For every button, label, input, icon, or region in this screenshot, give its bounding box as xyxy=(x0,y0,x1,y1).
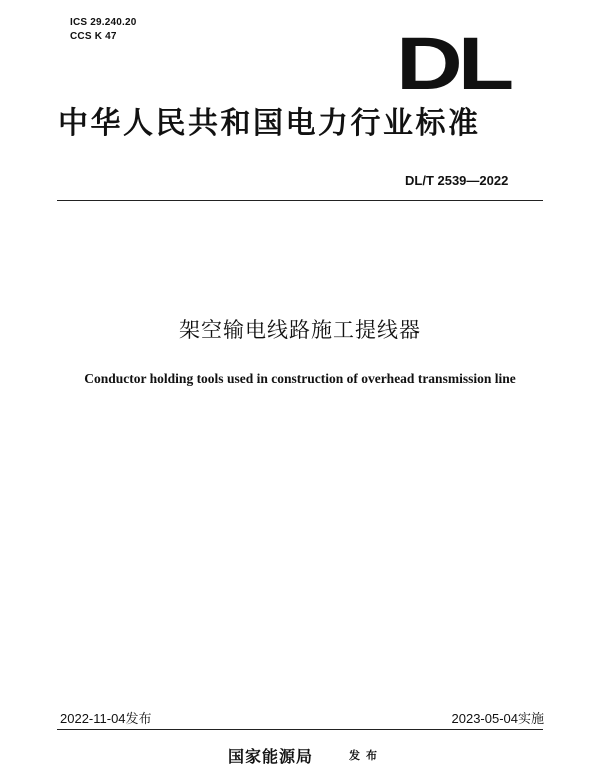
standard-category-title: 中华人民共和国电力行业标准 xyxy=(58,106,481,141)
publish-label: 发布 xyxy=(349,749,383,762)
publisher-name: 国家能源局 xyxy=(228,747,314,766)
dl-logo: DL xyxy=(396,22,510,105)
document-title-en: Conductor holding tools used in construction of overhead transmission line xyxy=(84,371,516,386)
ccs-code: CCS K 47 xyxy=(70,31,117,42)
standard-number: DL/T 2539—2022 xyxy=(405,173,509,188)
document-title-cn: 架空输电线路施工提线器 xyxy=(179,318,421,342)
implementation-date: 2023-05-04实施 xyxy=(451,711,544,726)
top-divider xyxy=(57,200,543,201)
issue-date: 2022-11-04发布 xyxy=(60,711,152,726)
bottom-divider xyxy=(57,729,543,730)
ics-code: ICS 29.240.20 xyxy=(70,17,137,28)
